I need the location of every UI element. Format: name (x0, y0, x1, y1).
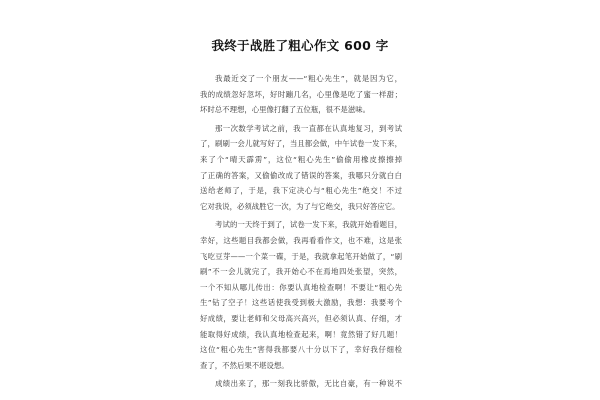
paragraph-line: 生”钻了空子！这些话使我受到极大激励，我想：我要考个 (200, 298, 402, 308)
paragraph-line: 了正确的答案，又偷偷改成了错误的答案，我哪只分就白白 (200, 170, 402, 180)
paragraph-line: 查了，不然后果不堪设想。 (200, 360, 289, 370)
paragraph-line: 我的成绩忽好忽坏，好时蹦几名，心里像是吃了蜜一样甜； (200, 89, 402, 99)
paragraph-line: 这位“粗心先生”害得我都要八十分以下了，幸好我仔细检 (200, 345, 402, 355)
paragraph-line: 它对我说，必须战胜它一次，为了与它绝交，我只好答应它。 (200, 201, 400, 211)
paragraph-line: 能取得好成绩，我认真地检查起来，啊！竟然错了好几题！ (200, 329, 402, 339)
paragraph-line: 坏时总不理想，心里像打翻了五位瓶，很不是滋味。 (200, 105, 370, 115)
paragraph-line: 我最近交了一个朋友——“粗心先生”，就是因为它， (215, 74, 402, 83)
essay-body (200, 71, 402, 392)
paragraph-line: 好成绩，要让老师和父母高兴高兴，但必须认真、仔细，才 (200, 313, 402, 323)
paragraph-line: 一个不知从哪儿传出：你要认真地检查啊！不要让“粗心先 (200, 282, 402, 292)
paragraph-line: 刷”不一会儿就完了，我开始心不在焉地四处张望，突然， (200, 267, 402, 277)
paragraph-line: 那一次数学考试之前，我一直都在认真地复习，到考试 (215, 123, 402, 133)
paragraph-line: 飞吃豆芽——一个菜一碟，于是，我就拿起笔开始做了，“刷 (200, 251, 402, 261)
paragraph-line: 考试的一天终于到了，试卷一发下来，我就开始看题目， (215, 220, 402, 230)
paragraph-line: 来了个“晴天霹雳”，这位“粗心先生”偷偷用橡皮擦擦掉 (200, 154, 402, 164)
paragraph-line: 了，刷刷一会儿就写好了，当且都会做，中午试卷一发下来， (200, 139, 402, 149)
paragraph-line: 成绩出来了，那一刻我比骄傲，无比自豪，有一种说不 (215, 379, 402, 389)
document-title: 我终于战胜了粗心作文 600 字 (211, 38, 389, 53)
paragraph-line: 幸好，这些题目我都会做，我再看看作文，也不难，这是张 (200, 235, 402, 245)
paragraph-line: 送给老师了，于是，我下定决心与“粗心先生”绝交！不过 (200, 186, 402, 196)
